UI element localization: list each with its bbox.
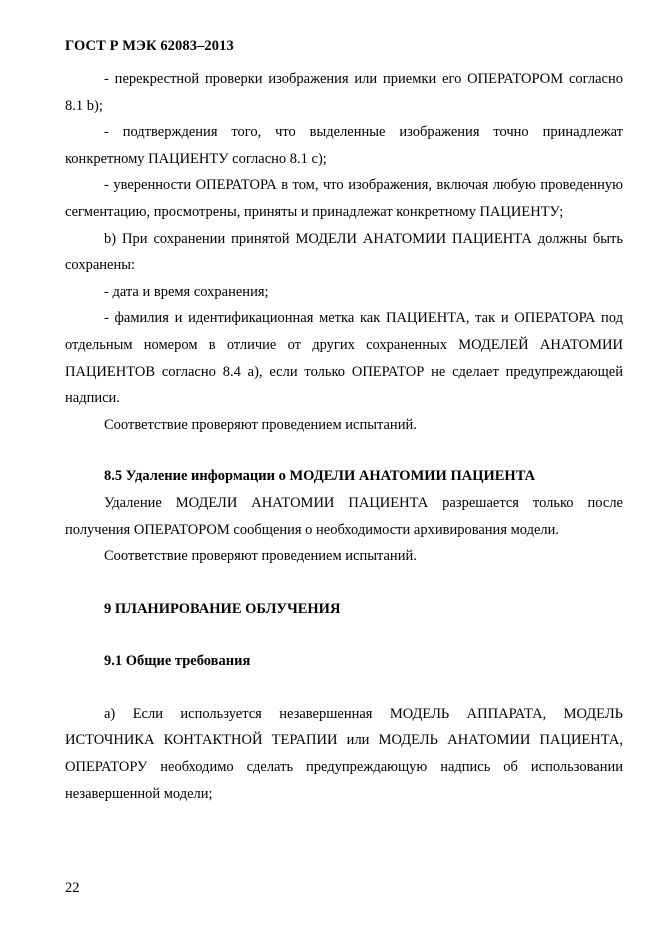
section-heading-9-1: 9.1 Общие требования bbox=[104, 653, 251, 670]
document-header: ГОСТ Р МЭК 62083–2013 bbox=[65, 38, 234, 54]
spacer bbox=[65, 570, 623, 596]
paragraph: Удаление МОДЕЛИ АНАТОМИИ ПАЦИЕНТА разрешается только после получения ОПЕРАТОРОМ сообщения о необходимости архивирования модели. bbox=[65, 494, 623, 538]
paragraph: b) При сохранении принятой МОДЕЛИ АНАТОМИИ ПАЦИЕНТА должны быть сохранены: bbox=[65, 230, 623, 274]
spacer bbox=[65, 675, 623, 701]
section-heading-8-5: 8.5 Удаление информации о МОДЕЛИ АНАТОМИИ ПАЦИЕНТА bbox=[104, 468, 536, 485]
spacer bbox=[65, 622, 623, 648]
paragraph: а) Если используется незавершенная МОДЕЛЬ АППАРАТА, МОДЕЛЬ ИСТОЧНИКА КОНТАКТНОЙ ТЕРАПИИ или МОДЕЛЬ АНАТОМИИ ПАЦИЕНТА, ОПЕРАТОРУ необходимо сделать предупреждающую надпись об использовании незавершенной модели; bbox=[65, 705, 623, 802]
paragraph: - уверенности ОПЕРАТОРА в том, что изображения, включая любую проведенную сегментацию, просмотрены, приняты и принадлежат конкретному ПАЦИЕНТУ; bbox=[65, 177, 623, 220]
paragraph: - фамилия и идентификационная метка как ПАЦИЕНТА, так и ОПЕРАТОРА под отдельным номером в отличие от других сохраненных МОДЕЛЕЙ АНАТОМИИ ПАЦИЕНТОВ согласно 8.4 а), если только ОПЕРАТОР не сделает предупреждающей надписи. bbox=[65, 310, 623, 407]
paragraph: Соответствие проверяют проведением испытаний. bbox=[104, 548, 417, 565]
page-number: 22 bbox=[65, 880, 80, 896]
paragraph: - подтверждения того, что выделенные изображения точно принадлежат конкретному ПАЦИЕНТУ согласно 8.1 с); bbox=[65, 124, 623, 167]
paragraph: - дата и время сохранения; bbox=[104, 283, 269, 300]
document-body bbox=[65, 66, 623, 807]
paragraph: - перекрестной проверки изображения или приемки его ОПЕРАТОРОМ согласно 8.1 b); bbox=[65, 71, 623, 114]
section-heading-9: 9 ПЛАНИРОВАНИЕ ОБЛУЧЕНИЯ bbox=[104, 600, 341, 617]
paragraph: Соответствие проверяют проведением испытаний. bbox=[104, 416, 417, 433]
spacer bbox=[65, 438, 623, 463]
